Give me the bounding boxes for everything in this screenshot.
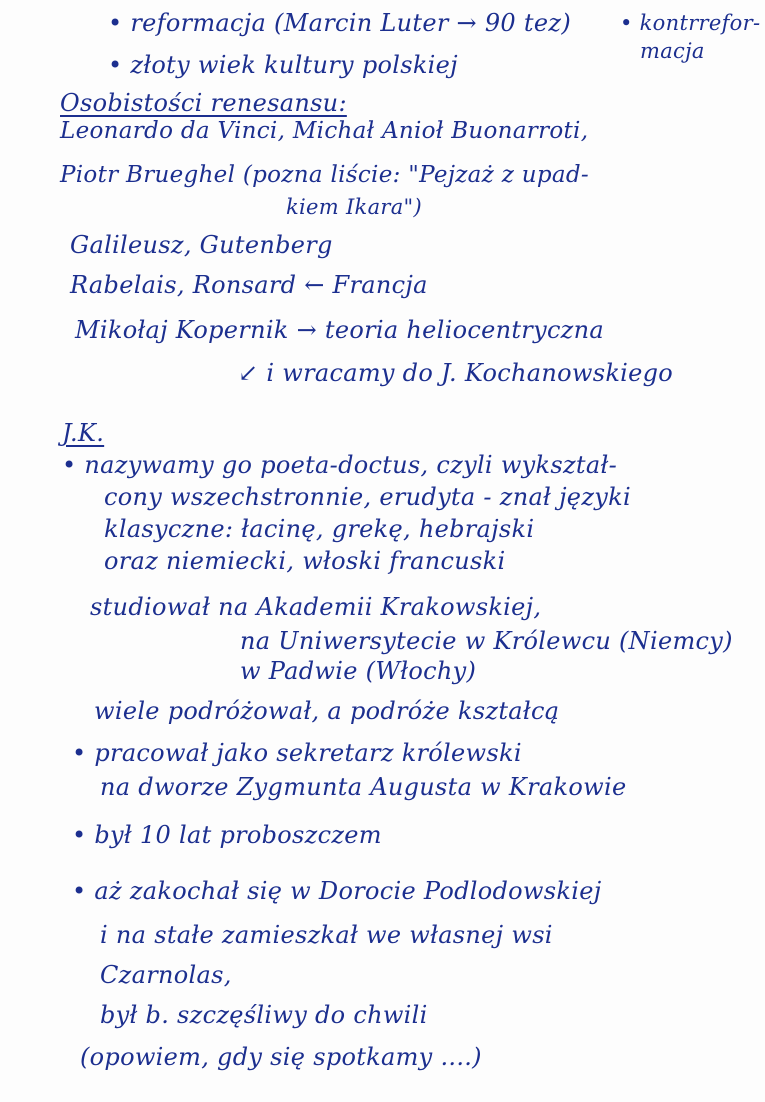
line-kontrreformacja-cont: macja xyxy=(640,39,705,63)
line-padwa: w Padwie (Włochy) xyxy=(240,657,477,685)
line-kopernik: Mikołaj Kopernik → teoria heliocentryczna xyxy=(75,316,604,344)
line-zloty-wiek: • złoty wiek kultury polskiej xyxy=(108,51,458,79)
line-erudyta: cony wszechstronnie, erudyta - znał języki xyxy=(104,483,631,511)
line-reformacja: • reformacja (Marcin Luter → 90 tez) xyxy=(108,9,571,37)
line-kontrreformacja: • kontrrefor- xyxy=(620,11,761,35)
line-podrozowal: wiele podróżował, a podróże kształcą xyxy=(94,697,560,725)
line-brueghel: Piotr Brueghel (pozna liście: "Pejzaż z upad- xyxy=(60,162,589,188)
line-ikara: kiem Ikara") xyxy=(286,195,423,219)
line-zakochal: • aż zakochał się w Dorocie Podlodowskiej xyxy=(72,877,602,905)
heading-osobistosci: Osobistości renesansu: xyxy=(60,89,347,117)
line-rabelais: Rabelais, Ronsard ← Francja xyxy=(70,271,428,299)
line-szczesliwy: był b. szczęśliwy do chwili xyxy=(100,1001,428,1029)
line-dwor: na dworze Zygmunta Augusta w Krakowie xyxy=(100,773,627,801)
line-krolewiec: na Uniwersytecie w Królewcu (Niemcy) xyxy=(240,627,733,655)
line-sekretarz: • pracował jako sekretarz królewski xyxy=(72,739,522,767)
line-leonardo: Leonardo da Vinci, Michał Anioł Buonarroti, xyxy=(60,118,589,144)
line-proboszcz: • był 10 lat proboszczem xyxy=(72,821,382,849)
line-klasyczne: klasyczne: łacinę, grekę, hebrajski xyxy=(104,515,535,543)
line-studiowal: studiował na Akademii Krakowskiej, xyxy=(90,593,542,621)
line-zamieszkal: i na stałe zamieszkał we własnej wsi xyxy=(100,921,553,949)
line-wracamy: ↙ i wracamy do J. Kochanowskiego xyxy=(238,359,674,387)
line-opowiem: (opowiem, gdy się spotkamy ....) xyxy=(80,1043,482,1071)
heading-jk: J.K. xyxy=(62,419,105,447)
line-oraz: oraz niemiecki, włoski francuski xyxy=(104,547,506,575)
line-czarnolas: Czarnolas, xyxy=(100,961,232,989)
line-poeta-doctus: • nazywamy go poeta-doctus, czyli wykształ- xyxy=(62,451,617,479)
line-galileusz: Galileusz, Gutenberg xyxy=(70,231,333,259)
